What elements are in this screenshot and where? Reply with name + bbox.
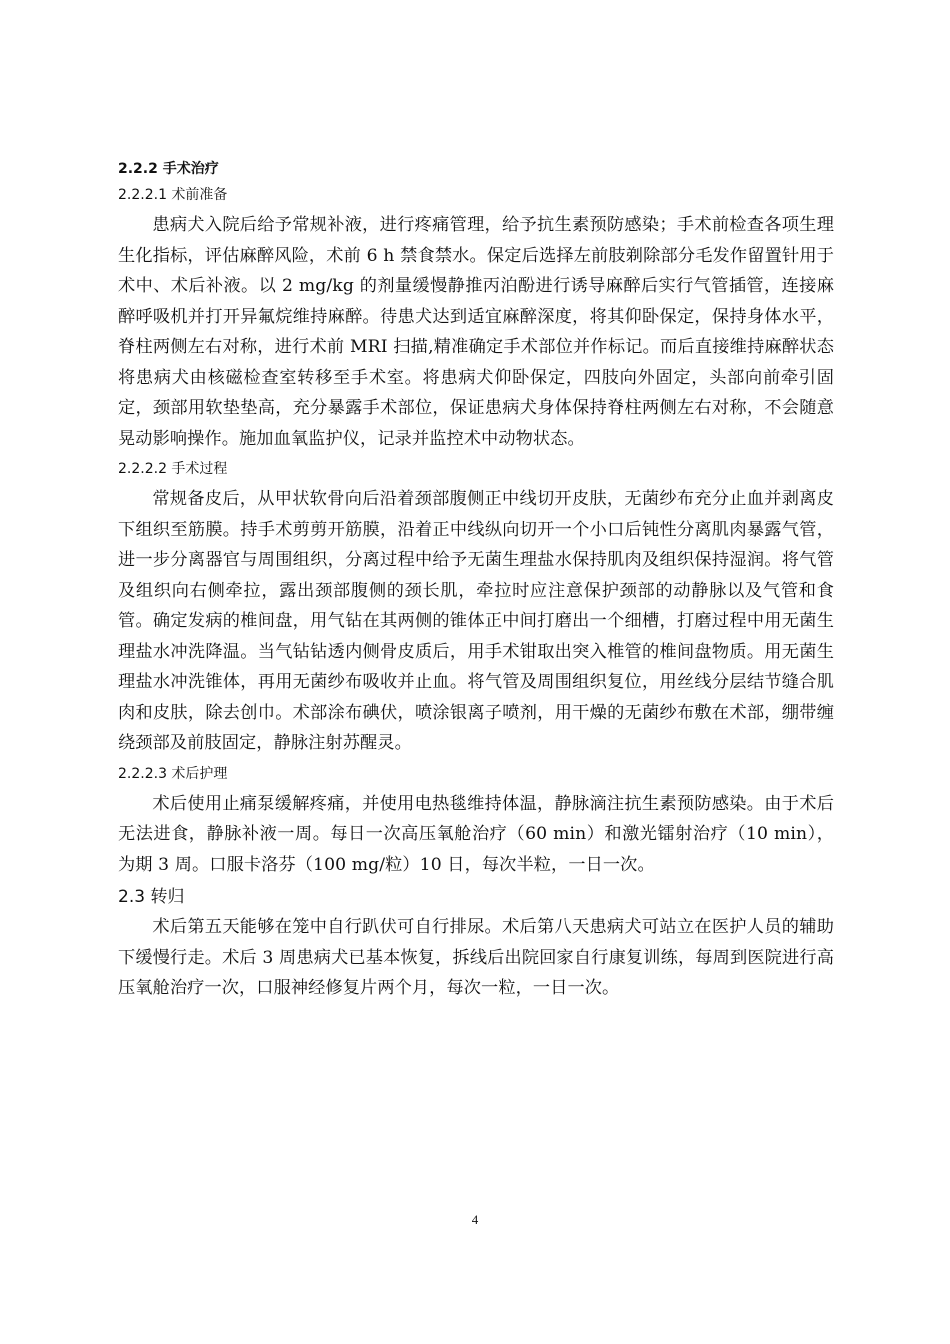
subsection-heading-postoperative-care: 2.2.2.3 术后护理 [118,765,228,782]
subsection-heading-surgical-procedure: 2.2.2.2 手术过程 [118,461,228,477]
document-body [118,154,834,1004]
subsection-heading-preoperative-preparation: 2.2.2.1 术前准备 [118,187,228,203]
paragraph-outcome: 术后第五天能够在笼中自行趴伏可自行排尿。术后第八天患病犬可站立在医护人员的辅助下缓慢行走。术后 3 周患病犬已基本恢复，拆线后出院回家自行康复训练，每周到医院进行高压氧舱治疗一次，口服神经修复片两个月，每次一粒，一日一次。 [118,917,834,998]
page-number: 4 [471,1212,479,1227]
section-heading-outcome: 2.3 转归 [118,887,185,907]
section-heading-surgical-treatment: 2.2.2 手术治疗 [118,161,219,177]
paragraph-preoperative-preparation: 患病犬入院后给予常规补液，进行疼痛管理，给予抗生素预防感染；手术前检查各项生理生化指标，评估麻醉风险，术前 6 h 禁食禁水。保定后选择左前肢剃除部分毛发作留置针用于术中、术后补液。以 2 mg/kg 的剂量缓慢静推丙泊酚进行诱导麻醉后实行气管插管，连接麻醉呼吸机并打开异氟烷维持麻醉。待患犬达到适宜麻醉深度，将其仰卧保定，保持身体水平，脊柱两侧左右对称，进行术前 MRI 扫描,精准确定手术部位并作标记。而后直接维持麻醉状态将患病犬由核磁检查室转移至手术室。将患病犬仰卧保定，四肢向外固定，头部向前牵引固定，颈部用软垫垫高，充分暴露手术部位，保证患病犬身体保持脊柱两侧左右对称，不会随意晃动影响操作。施加血氧监护仪，记录并监控术中动物状态。 [118,215,834,449]
paragraph-postoperative-care: 术后使用止痛泵缓解疼痛，并使用电热毯维持体温，静脉滴注抗生素预防感染。由于术后无法进食，静脉补液一周。每日一次高压氧舱治疗（60 min）和激光镭射治疗（10 min），为期 3 周。口服卡洛芬（100 mg/粒）10 日，每次半粒，一日一次。 [118,793,834,875]
paragraph-surgical-procedure: 常规备皮后，从甲状软骨向后沿着颈部腹侧正中线切开皮肤，无菌纱布充分止血并剥离皮下组织至筋膜。持手术剪剪开筋膜，沿着正中线纵向切开一个小口后钝性分离肌肉暴露气管，进一步分离器官与周围组织，分离过程中给予无菌生理盐水保持肌肉及组织保持湿润。将气管及组织向右侧牵拉，露出颈部腹侧的颈长肌，牵拉时应注意保护颈部的动静脉以及气管和食管。确定发病的椎间盘，用气钻在其两侧的锥体正中间打磨出一个细槽，打磨过程中用无菌生理盐水冲洗降温。当气钻钻透内侧骨皮质后，用手术钳取出突入椎管的椎间盘物质。用无菌生理盐水冲洗锥体，再用无菌纱布吸收并止血。将气管及周围组织复位，用丝线分层结节缝合肌肉和皮肤，除去创巾。术部涂布碘伏，喷涂银离子喷剂，用干燥的无菌纱布敷在术部，绷带缠绕颈部及前肢固定，静脉注射苏醒灵。 [118,489,834,753]
